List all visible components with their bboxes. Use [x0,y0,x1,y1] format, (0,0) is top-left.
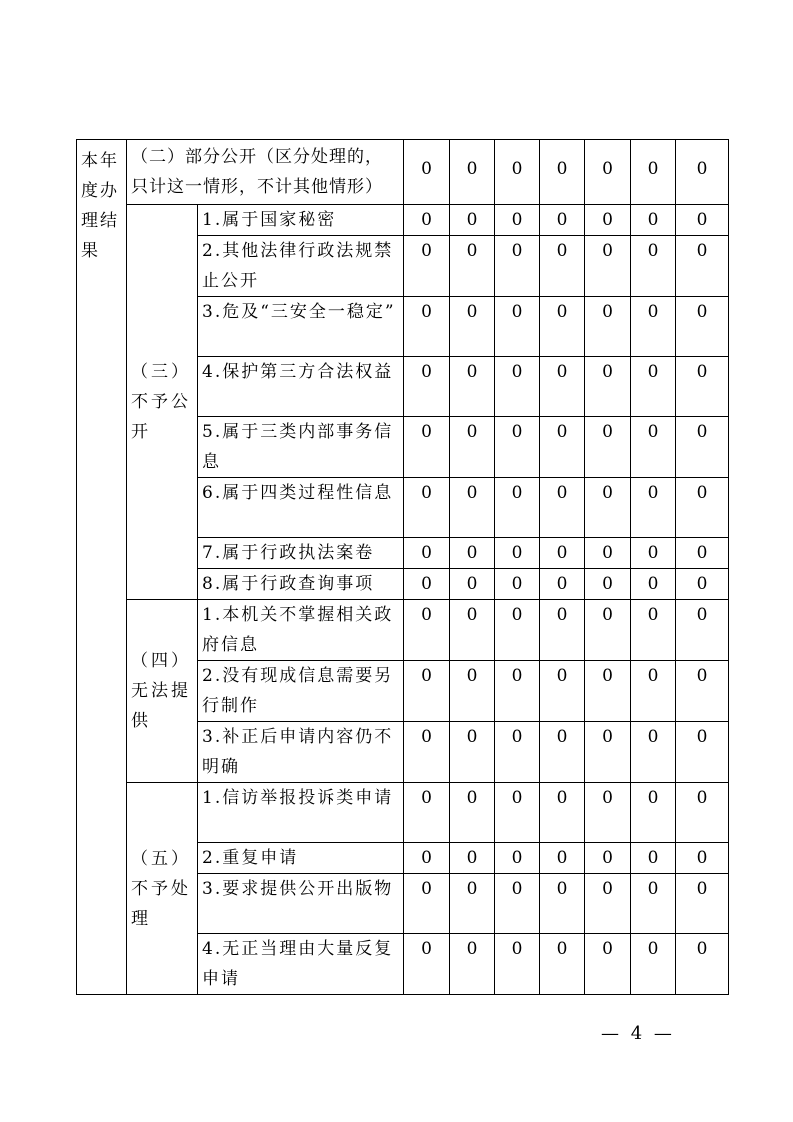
value-cell: 0 [631,205,676,236]
value-cell: 0 [450,843,495,874]
value-cell: 0 [495,874,540,934]
value-cell: 0 [540,478,585,538]
value-cell: 0 [495,783,540,843]
item-label: 5.属于三类内部事务信息 [198,417,404,478]
item-label: 4.保护第三方合法权益 [198,357,404,417]
value-cell: 0 [585,478,631,538]
value-cell: 0 [676,478,729,538]
value-cell: 0 [450,538,495,569]
value-cell: 0 [540,722,585,783]
value-cell: 0 [404,297,450,357]
value-cell: 0 [676,600,729,661]
value-cell: 0 [450,205,495,236]
value-cell: 0 [540,205,585,236]
value-cell: 0 [450,783,495,843]
value-cell: 0 [631,569,676,600]
value-cell: 0 [450,874,495,934]
value-cell: 0 [404,357,450,417]
value-cell: 0 [631,357,676,417]
item-label: 2.其他法律行政法规禁止公开 [198,236,404,297]
value-cell: 0 [540,843,585,874]
value-cell: 0 [585,783,631,843]
value-cell: 0 [450,357,495,417]
value-cell: 0 [540,600,585,661]
item-label: 3.要求提供公开出版物 [198,874,404,934]
value-cell: 0 [540,140,585,205]
value-cell: 0 [631,661,676,722]
value-cell: 0 [676,661,729,722]
value-cell: 0 [495,934,540,995]
value-cell: 0 [404,417,450,478]
value-cell: 0 [540,417,585,478]
value-cell: 0 [540,538,585,569]
value-cell: 0 [450,417,495,478]
item-label: 3.危及“三安全一稳定” [198,297,404,357]
item-label: 1.属于国家秘密 [198,205,404,236]
item-label: 8.属于行政查询事项 [198,569,404,600]
group-label: （四）无法提供 [127,600,198,783]
item-label: 2.重复申请 [198,843,404,874]
value-cell: 0 [404,569,450,600]
value-cell: 0 [540,297,585,357]
value-cell: 0 [540,783,585,843]
results-table [76,139,729,995]
value-cell: 0 [676,538,729,569]
value-cell: 0 [631,478,676,538]
value-cell: 0 [585,600,631,661]
value-cell: 0 [585,874,631,934]
item-label: 3.补正后申请内容仍不明确 [198,722,404,783]
value-cell: 0 [404,236,450,297]
item-label: 7.属于行政执法案卷 [198,538,404,569]
value-cell: 0 [404,722,450,783]
value-cell: 0 [540,236,585,297]
item-label: 4.无正当理由大量反复申请 [198,934,404,995]
value-cell: 0 [676,874,729,934]
value-cell: 0 [585,569,631,600]
table-row [77,783,729,843]
value-cell: 0 [540,569,585,600]
value-cell: 0 [676,140,729,205]
value-cell: 0 [585,205,631,236]
value-cell: 0 [585,843,631,874]
value-cell: 0 [450,722,495,783]
value-cell: 0 [676,417,729,478]
value-cell: 0 [404,478,450,538]
value-cell: 0 [585,934,631,995]
value-cell: 0 [495,357,540,417]
value-cell: 0 [631,297,676,357]
group-label: （五）不予处理 [127,783,198,995]
value-cell: 0 [450,297,495,357]
value-cell: 0 [404,538,450,569]
value-cell: 0 [631,236,676,297]
page-number: — 4 — [601,1023,675,1044]
value-cell: 0 [495,600,540,661]
value-cell: 0 [404,661,450,722]
value-cell: 0 [404,934,450,995]
value-cell: 0 [676,783,729,843]
value-cell: 0 [585,297,631,357]
value-cell: 0 [450,478,495,538]
value-cell: 0 [495,569,540,600]
value-cell: 0 [631,934,676,995]
value-cell: 0 [631,874,676,934]
value-cell: 0 [495,478,540,538]
value-cell: 0 [631,417,676,478]
value-cell: 0 [676,722,729,783]
value-cell: 0 [495,538,540,569]
value-cell: 0 [631,600,676,661]
value-cell: 0 [495,297,540,357]
value-cell: 0 [450,140,495,205]
value-cell: 0 [540,934,585,995]
table-row [77,140,729,205]
value-cell: 0 [404,600,450,661]
value-cell: 0 [631,843,676,874]
item-label: 2.没有现成信息需要另行制作 [198,661,404,722]
table-row [77,600,729,661]
value-cell: 0 [585,538,631,569]
value-cell: 0 [404,140,450,205]
value-cell: 0 [585,417,631,478]
value-cell: 0 [631,538,676,569]
value-cell: 0 [631,140,676,205]
value-cell: 0 [495,205,540,236]
partial-public-label: （二）部分公开（区分处理的，只计这一情形，不计其他情形） [127,140,404,205]
table-row [77,205,729,236]
value-cell: 0 [495,236,540,297]
value-cell: 0 [676,934,729,995]
value-cell: 0 [450,600,495,661]
value-cell: 0 [676,236,729,297]
value-cell: 0 [404,783,450,843]
value-cell: 0 [676,843,729,874]
value-cell: 0 [404,205,450,236]
value-cell: 0 [585,236,631,297]
value-cell: 0 [495,843,540,874]
value-cell: 0 [585,140,631,205]
value-cell: 0 [585,722,631,783]
value-cell: 0 [631,722,676,783]
value-cell: 0 [495,722,540,783]
value-cell: 0 [585,661,631,722]
value-cell: 0 [495,661,540,722]
value-cell: 0 [495,140,540,205]
value-cell: 0 [585,357,631,417]
group-label: （三）不予公开 [127,205,198,600]
value-cell: 0 [450,661,495,722]
category-label: 本年度办理结果 [77,140,127,995]
value-cell: 0 [540,661,585,722]
value-cell: 0 [404,843,450,874]
value-cell: 0 [676,297,729,357]
value-cell: 0 [676,205,729,236]
item-label: 6.属于四类过程性信息 [198,478,404,538]
table-body [77,140,729,995]
value-cell: 0 [450,934,495,995]
value-cell: 0 [450,569,495,600]
value-cell: 0 [404,874,450,934]
value-cell: 0 [631,783,676,843]
value-cell: 0 [676,569,729,600]
item-label: 1.信访举报投诉类申请 [198,783,404,843]
value-cell: 0 [450,236,495,297]
value-cell: 0 [676,357,729,417]
item-label: 1.本机关不掌握相关政府信息 [198,600,404,661]
value-cell: 0 [495,417,540,478]
value-cell: 0 [540,874,585,934]
value-cell: 0 [540,357,585,417]
